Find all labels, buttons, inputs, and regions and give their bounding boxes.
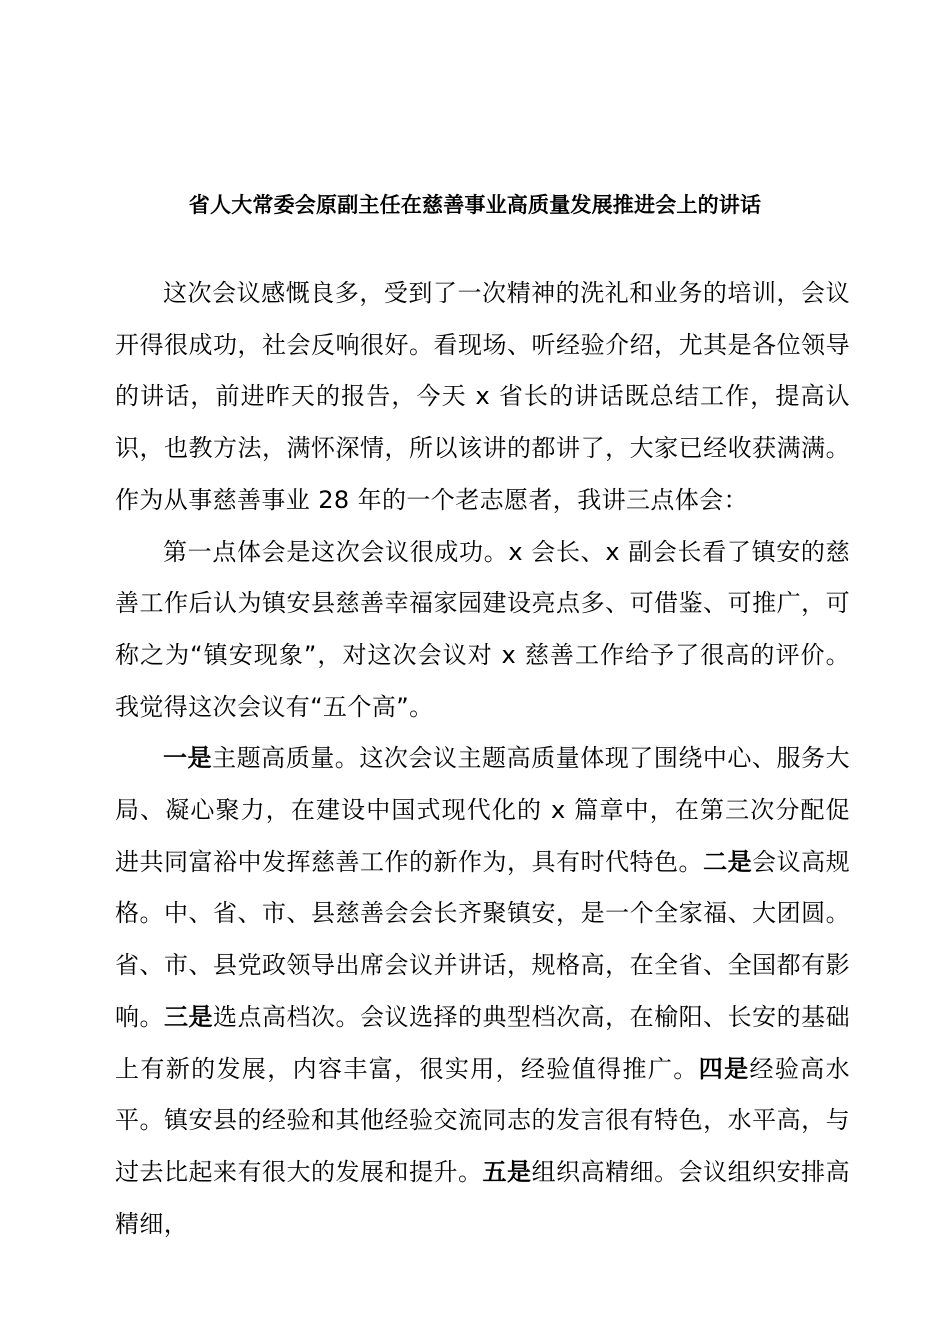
text-one: 主题高质量。这次会议主题高质量体现了围绕中心、服务大局、凝心聚力，在建设中国式现代化的 x 篇章中，在第三次分配促进共同富裕中发挥慈善工作的新作为，具有时代特色。 (115, 744, 850, 876)
paragraph-five-highs (115, 733, 850, 1250)
text-three: 选点高档次。会议选择的典型档次高，在榆阳、长安的基础上有新的发展，内容丰富，很实用，经验值得推广。 (115, 1002, 850, 1083)
paragraph-first-point: 第一点体会是这次会议很成功。x 会长、x 副会长看了镇安的慈善工作后认为镇安县慈善幸福家园建设亮点多、可借鉴、可推广，可称之为“镇安现象”，对这次会议对 x 慈善工作给予了很高的评价。我觉得这次会议有“五个高”。 (115, 537, 850, 721)
lead-two: 二是 (703, 847, 753, 876)
lead-one: 一是 (163, 744, 213, 773)
document-body (115, 268, 850, 1250)
lead-five: 五是 (482, 1157, 532, 1186)
lead-four: 四是 (698, 1054, 750, 1083)
text-four: 经验高水平。镇安县的经验和其他经验交流同志的发言很有特色，水平高，与过去比起来有很大的发展和提升。 (115, 1054, 850, 1186)
lead-three: 三是 (164, 1002, 214, 1031)
text-five: 组织高精细。会议组织安排高精细， (115, 1157, 850, 1238)
paragraph-intro: 这次会议感慨良多，受到了一次精神的洗礼和业务的培训，会议开得很成功，社会反响很好。看现场、听经验介绍，尤其是各位领导的讲话，前进昨天的报告，今天 x 省长的讲话既总结工作，提高认识，也教方法，满怀深情，所以该讲的都讲了，大家已经收获满满。作为从事慈善事业 28 年的一个老志愿者，我讲三点体会： (115, 279, 850, 514)
text-two: 会议高规格。中、省、市、县慈善会会长齐聚镇安，是一个全家福、大团圆。省、市、县党政领导出席会议并讲话，规格高，在全省、全国都有影响。 (115, 847, 850, 1031)
document-title: 省人大常委会原副主任在慈善事业高质量发展推进会上的讲话 (188, 193, 762, 217)
